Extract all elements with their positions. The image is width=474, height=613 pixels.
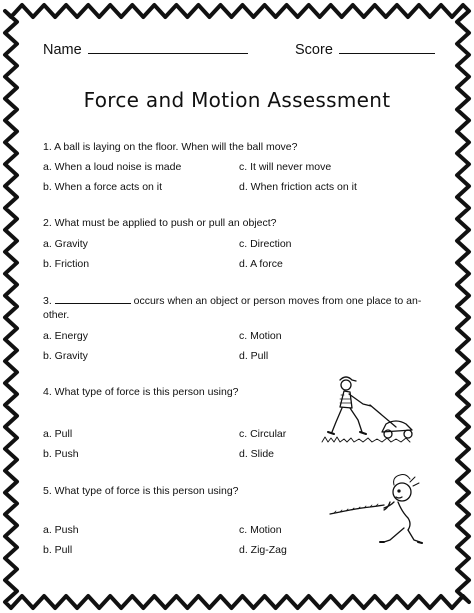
q4-option-d[interactable]: d. Slide [239, 448, 275, 460]
q3-option-a[interactable]: a. Energy [43, 330, 88, 342]
q4-option-c[interactable]: c. Circular [239, 428, 287, 440]
score-label: Score [295, 42, 333, 58]
q3-blank[interactable] [55, 293, 131, 304]
q2-option-c[interactable]: c. Direction [239, 238, 292, 250]
question-1-text: 1. A ball is laying on the floor. When will the ball move? [43, 141, 298, 153]
name-line[interactable] [88, 40, 248, 54]
q1-option-c[interactable]: c. It will never move [239, 161, 332, 173]
q5-option-a[interactable]: a. Push [43, 524, 79, 536]
q3-number: 3. [43, 295, 52, 307]
q2-option-b[interactable]: b. Friction [43, 258, 90, 270]
name-field[interactable] [43, 40, 248, 58]
q1-option-a[interactable]: a. When a loud noise is made [43, 161, 182, 173]
q5-option-b[interactable]: b. Pull [43, 544, 73, 556]
lawnmower-person-icon [320, 372, 420, 456]
question-5-text: 5. What type of force is this person using? [43, 485, 239, 497]
q3-option-b[interactable]: b. Gravity [43, 350, 88, 362]
page-title: Force and Motion Assessment [83, 88, 391, 112]
score-field[interactable] [295, 40, 435, 58]
question-2-text: 2. What must be applied to push or pull an object? [43, 217, 277, 229]
q5-option-c[interactable]: c. Motion [239, 524, 282, 536]
q3-option-d[interactable]: d. Pull [239, 350, 269, 362]
q3-option-c[interactable]: c. Motion [239, 330, 282, 342]
q1-option-b[interactable]: b. When a force acts on it [43, 181, 163, 193]
name-label: Name [43, 42, 82, 58]
question-4-text: 4. What type of force is this person using? [43, 386, 239, 398]
score-line[interactable] [339, 40, 435, 54]
q4-option-b[interactable]: b. Push [43, 448, 79, 460]
q1-option-d[interactable]: d. When friction acts on it [239, 181, 357, 193]
q4-option-a[interactable]: a. Pull [43, 428, 73, 440]
q3-text: occurs when an object or person moves from one place to an- [133, 295, 422, 307]
question-3-text-line2: other. [43, 309, 70, 321]
q5-option-d[interactable]: d. Zig-Zag [239, 544, 287, 556]
q2-option-a[interactable]: a. Gravity [43, 238, 88, 250]
rope-pulling-person-icon [328, 472, 424, 548]
q2-option-d[interactable]: d. A force [239, 258, 283, 270]
question-3-text [43, 293, 421, 308]
